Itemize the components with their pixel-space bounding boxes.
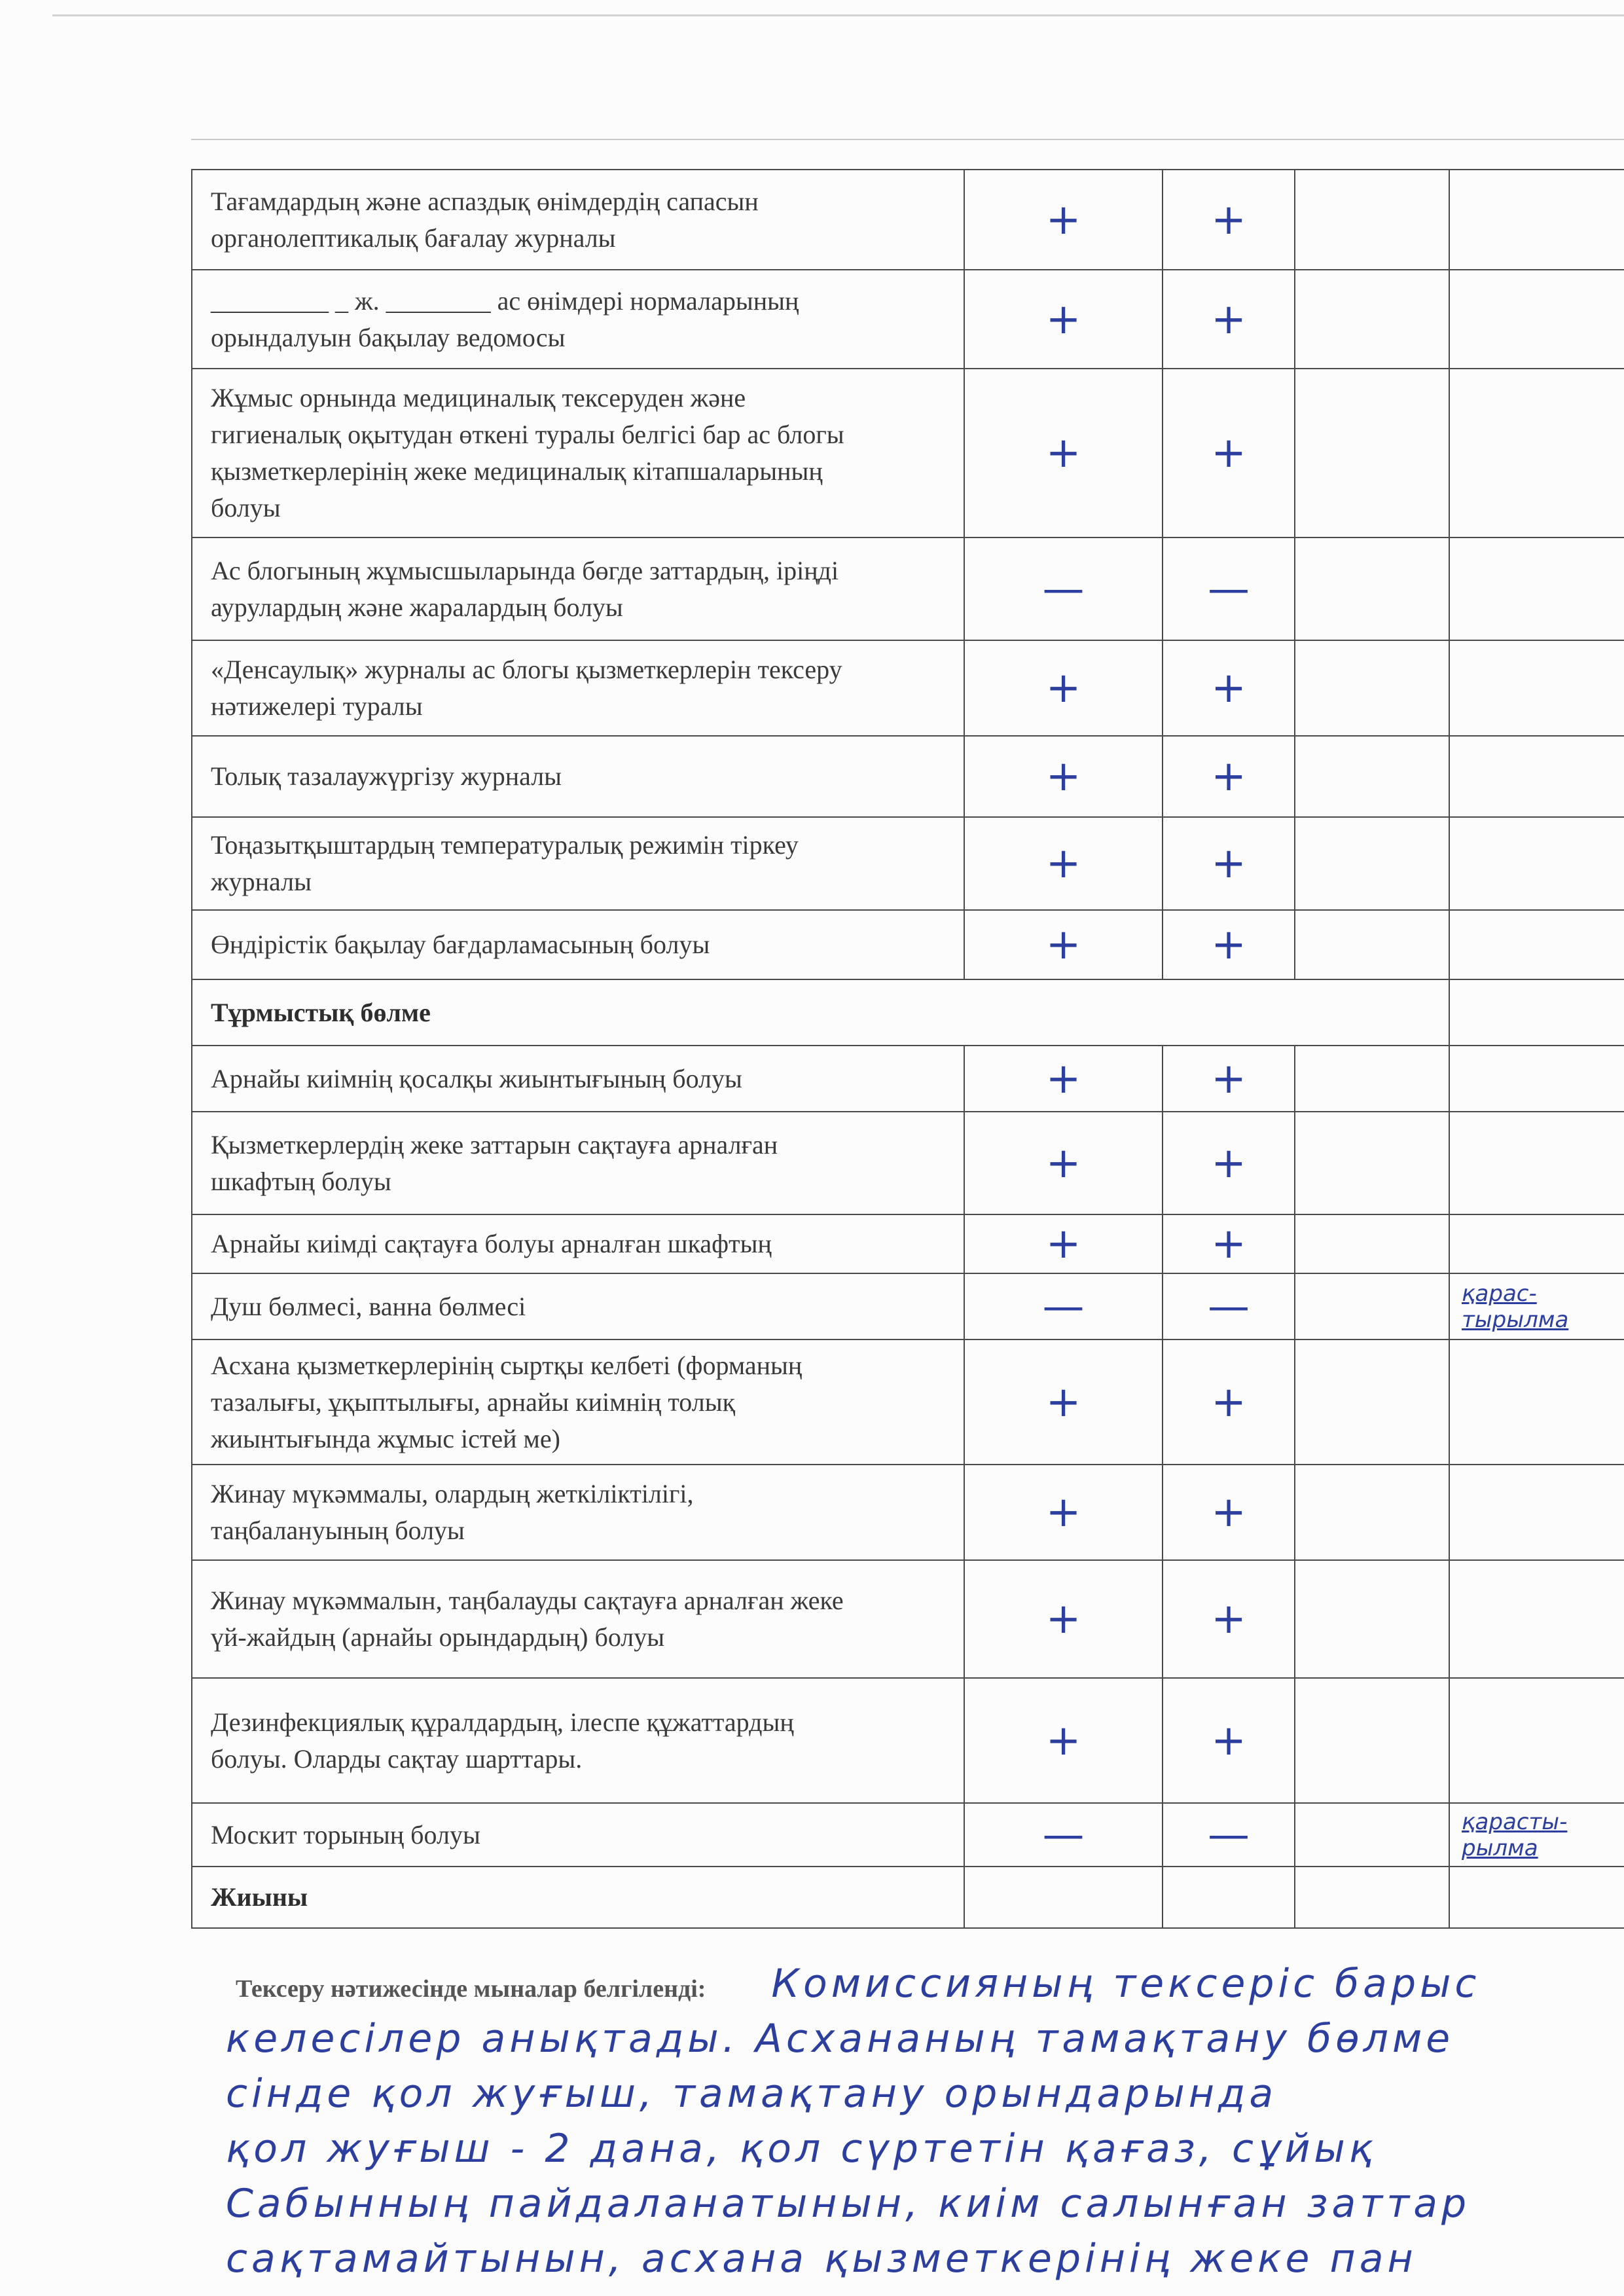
table-row: [192, 1273, 1624, 1339]
handwritten-line: келесілер анықтады. Асхананың тамақтану бөлме: [226, 2016, 1454, 2062]
mark-second: +: [1163, 170, 1295, 270]
note-cell: [1449, 736, 1624, 817]
empty-cell: [1163, 1867, 1295, 1928]
row-label: Арнайы киімнің қосалқы жиынтығының болуы: [192, 1046, 964, 1112]
table-row: [192, 270, 1624, 369]
empty-cell: [1295, 270, 1449, 369]
table-row: [192, 1465, 1624, 1560]
table-row: [192, 817, 1624, 910]
table-row: [192, 910, 1624, 979]
note-cell: [1449, 1560, 1624, 1678]
mark-first: +: [964, 817, 1163, 910]
empty-cell: [1295, 1339, 1449, 1465]
note-cell: [1449, 640, 1624, 736]
handwritten-line: Комиссияның тексеріс барыс: [771, 1961, 1481, 2007]
mark-first: +: [964, 736, 1163, 817]
empty-cell: [1295, 736, 1449, 817]
section-header-row: [192, 979, 1624, 1046]
empty-cell: [1295, 1678, 1449, 1803]
mark-first: +: [964, 1339, 1163, 1465]
mark-second: +: [1163, 640, 1295, 736]
note-cell: [1449, 369, 1624, 538]
table-row: [192, 1678, 1624, 1803]
row-label: Жинау мүкәммалы, олардың жеткіліктілігі, таңбалануының болуы: [192, 1465, 964, 1560]
mark-first: —: [964, 1273, 1163, 1339]
note-cell: [1449, 1465, 1624, 1560]
empty-cell: [1295, 369, 1449, 538]
mark-first: +: [964, 270, 1163, 369]
mark-second: +: [1163, 1560, 1295, 1678]
findings-section: [226, 1956, 1624, 2293]
row-label: Арнайы киімді сақтауға болуы арналған шкафтың: [192, 1214, 964, 1273]
note-cell: [1449, 1678, 1624, 1803]
row-label: Душ бөлмесі, ванна бөлмесі: [192, 1273, 964, 1339]
handwritten-note: қарас- тырылма: [1449, 1273, 1624, 1339]
mark-first: +: [964, 640, 1163, 736]
mark-second: —: [1163, 1803, 1295, 1867]
empty-cell: [1295, 1465, 1449, 1560]
mark-second: +: [1163, 1046, 1295, 1112]
empty-cell: [1295, 1214, 1449, 1273]
total-label: Жиыны: [192, 1867, 964, 1928]
mark-second: +: [1163, 1112, 1295, 1214]
mark-second: —: [1163, 538, 1295, 640]
empty-cell: [1295, 1560, 1449, 1678]
mark-first: —: [964, 1803, 1163, 1867]
mark-second: +: [1163, 270, 1295, 369]
mark-first: +: [964, 910, 1163, 979]
table-row: [192, 1803, 1624, 1867]
empty-cell: [1295, 640, 1449, 736]
inspection-checklist-table: [191, 169, 1624, 1929]
empty-cell: [1295, 910, 1449, 979]
mark-second: +: [1163, 817, 1295, 910]
total-row: [192, 1867, 1624, 1928]
empty-cell: [964, 1867, 1163, 1928]
handwritten-line: Сабынның пайдаланатынын, киім салынған заттар: [226, 2181, 1471, 2227]
mark-first: +: [964, 1214, 1163, 1273]
section-title: Тұрмыстық бөлме: [192, 979, 1449, 1046]
empty-cell: [1295, 1273, 1449, 1339]
empty-cell: [1295, 1112, 1449, 1214]
row-label: «Денсаулық» журналы ас блогы қызметкерлерін тексеру нәтижелері туралы: [192, 640, 964, 736]
handwritten-line: қол жуғыш - 2 дана, қол сүртетін қағаз, сұйық: [226, 2126, 1377, 2172]
handwritten-line: сақтамайтынын, асхана қызметкерінің жеке пан: [226, 2236, 1417, 2282]
note-cell: [1449, 270, 1624, 369]
mark-second: +: [1163, 1465, 1295, 1560]
mark-first: +: [964, 170, 1163, 270]
mark-first: +: [964, 1678, 1163, 1803]
mark-first: +: [964, 1112, 1163, 1214]
note-cell: [1449, 1214, 1624, 1273]
table-row: [192, 1112, 1624, 1214]
empty-cell: [1295, 1803, 1449, 1867]
scan-artifact-line: [52, 14, 1624, 16]
findings-label: Тексеру нәтижесінде мыналар белгіленді:: [236, 1975, 706, 2003]
table-row: [192, 369, 1624, 538]
empty-cell: [1449, 1867, 1624, 1928]
handwritten-note: қарасты- рылма: [1449, 1803, 1624, 1867]
table-row: [192, 640, 1624, 736]
table-row: [192, 170, 1624, 270]
empty-cell: [1295, 1046, 1449, 1112]
mark-second: +: [1163, 736, 1295, 817]
empty-cell: [1295, 538, 1449, 640]
note-cell: [1449, 170, 1624, 270]
row-label: Дезинфекциялық құралдардың, ілеспе құжаттардың болуы. Оларды сақтау шарттары.: [192, 1678, 964, 1803]
table-row: [192, 1339, 1624, 1465]
row-label: Ас блогының жұмысшыларында бөгде заттардың, іріңді аурулардың және жаралардың болуы: [192, 538, 964, 640]
note-cell: [1449, 817, 1624, 910]
empty-cell: [1295, 170, 1449, 270]
row-label: Өндірістік бақылау бағдарламасының болуы: [192, 910, 964, 979]
mark-first: +: [964, 1046, 1163, 1112]
empty-cell: [1295, 817, 1449, 910]
row-label: Толық тазалаужүргізу журналы: [192, 736, 964, 817]
handwritten-line: сінде қол жуғыш, тамақтану орындарында: [226, 2071, 1278, 2117]
empty-cell: [1449, 979, 1624, 1046]
empty-cell: [1295, 1867, 1449, 1928]
row-label: Асхана қызметкерлерінің сыртқы келбеті (форманың тазалығы, ұқыптылығы, арнайы киімнің толық жиынтығында жұмыс істей ме): [192, 1339, 964, 1465]
note-cell: [1449, 538, 1624, 640]
mark-second: +: [1163, 1339, 1295, 1465]
table-row: [192, 1214, 1624, 1273]
table-row: [192, 736, 1624, 817]
row-label: Тоңазытқыштардың температуралық режимін тіркеу журналы: [192, 817, 964, 910]
note-cell: [1449, 910, 1624, 979]
mark-second: +: [1163, 910, 1295, 979]
mark-first: +: [964, 1560, 1163, 1678]
findings-line: [226, 1956, 1624, 2011]
mark-second: +: [1163, 369, 1295, 538]
mark-first: +: [964, 1465, 1163, 1560]
mark-second: —: [1163, 1273, 1295, 1339]
row-label: Москит торының болуы: [192, 1803, 964, 1867]
row-label: Жұмыс орнында медициналық тексеруден және гигиеналық оқытудан өткені туралы белгісі бар ас блогы қызметкерлерінің жеке медициналық кітапшаларының болуы: [192, 369, 964, 538]
mark-first: —: [964, 538, 1163, 640]
table-row: [192, 538, 1624, 640]
row-label: Тағамдардың және аспаздық өнімдердің сапасын органолептикалық бағалау журналы: [192, 170, 964, 270]
mark-second: +: [1163, 1678, 1295, 1803]
table-row: [192, 1560, 1624, 1678]
note-cell: [1449, 1112, 1624, 1214]
mark-second: +: [1163, 1214, 1295, 1273]
note-cell: [1449, 1046, 1624, 1112]
table-row: [192, 1046, 1624, 1112]
table-top-ghost-row: [191, 139, 1624, 169]
mark-first: +: [964, 369, 1163, 538]
note-cell: [1449, 1339, 1624, 1465]
row-label: _________ _ ж. ________ ас өнімдері нормаларының орындалуын бақылау ведомосы: [192, 270, 964, 369]
row-label: Қызметкерлердің жеке заттарын сақтауға арналған шкафтың болуы: [192, 1112, 964, 1214]
row-label: Жинау мүкәммалын, таңбалауды сақтауға арналған жеке үй-жайдың (арнайы орындардың) болуы: [192, 1560, 964, 1678]
